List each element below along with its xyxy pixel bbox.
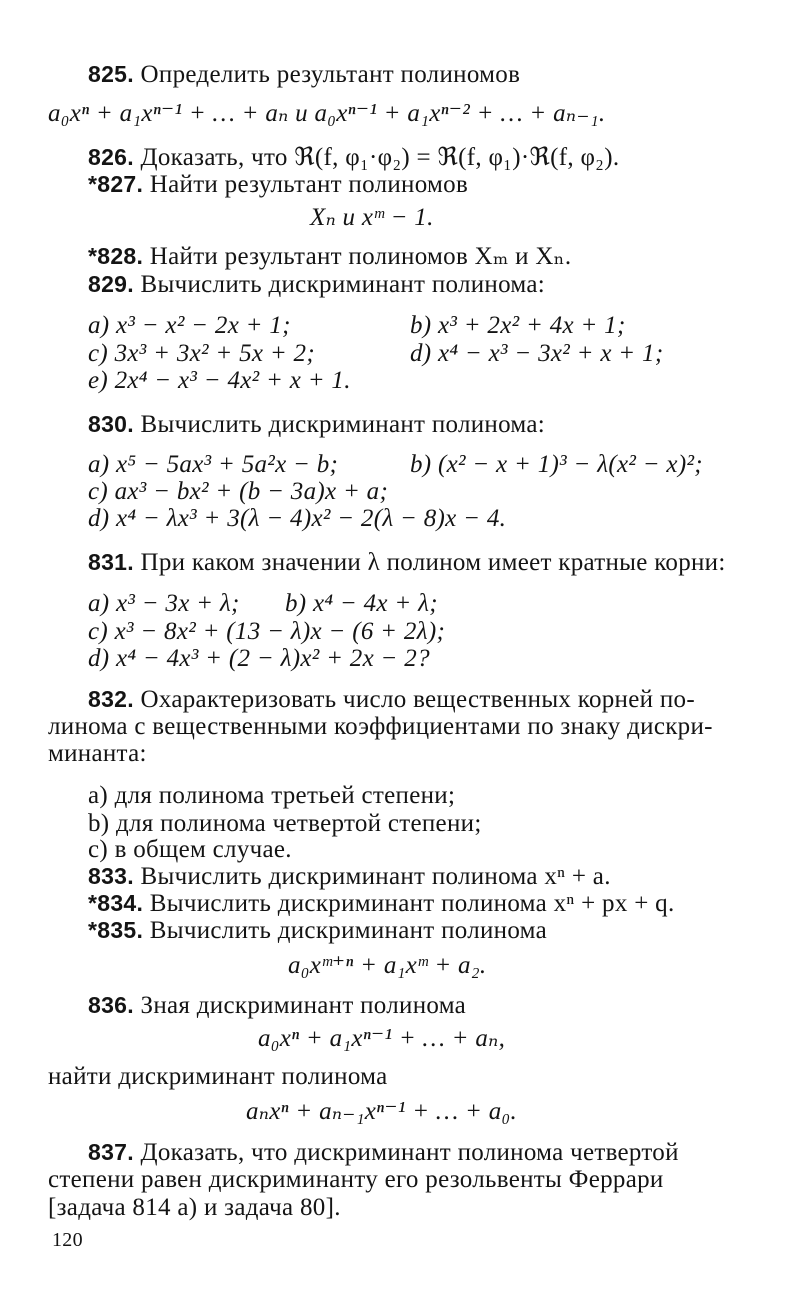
problem-836-formula-2: aₙxⁿ + aₙ₋₁xⁿ⁻¹ + … + a₀.	[246, 1098, 518, 1125]
problem-number: *834.	[88, 890, 144, 916]
problem-number: 831.	[88, 549, 134, 575]
problem-827-heading	[88, 170, 468, 199]
problem-835-heading	[88, 916, 547, 945]
problem-number: 832.	[88, 686, 134, 712]
problem-837-line-3: [задача 814 a) и задача 80].	[48, 1194, 341, 1221]
problem-number: 829.	[88, 271, 134, 297]
problem-text: Вычислить дискриминант полинома:	[140, 271, 546, 298]
problem-837-line-1	[88, 1138, 679, 1167]
list-item: a) для полинома третьей степени;	[88, 782, 456, 809]
list-item: c) ax³ − bx² + (b − 3a)x + a;	[88, 478, 389, 505]
problem-827-formula: Xₙ и xᵐ − 1.	[310, 204, 434, 231]
problem-837-line-2: степени равен дискриминанту его резольвенты Феррари	[48, 1166, 664, 1193]
problem-number: 830.	[88, 411, 134, 437]
problem-text: Найти результант полиномов Xₘ и Xₙ.	[149, 243, 572, 270]
list-item: b) (x² − x + 1)³ − λ(x² − x)²;	[410, 451, 703, 478]
problem-832-line-3: минанта:	[48, 740, 147, 767]
list-item: d) x⁴ − 4x³ + (2 − λ)x² + 2x − 2?	[88, 645, 430, 672]
list-item: c) в общем случае.	[88, 836, 292, 863]
list-item: a) x⁵ − 5ax³ + 5a²x − b;	[88, 451, 339, 478]
problem-number: 825.	[88, 61, 134, 87]
problem-number: *828.	[88, 243, 144, 269]
list-item: b) x⁴ − 4x + λ;	[285, 590, 438, 617]
problem-text: Вычислить дискриминант полинома xⁿ + a.	[140, 863, 611, 890]
list-item: b) для полинома четвертой степени;	[88, 810, 482, 837]
problem-text: Доказать, что ℜ(f, φ₁·φ₂) = ℜ(f, φ₁)·ℜ(f, φ₂).	[140, 144, 620, 171]
list-item: a) x³ − x² − 2x + 1;	[88, 312, 291, 339]
problem-number: 826.	[88, 144, 134, 170]
problem-number: *835.	[88, 917, 144, 943]
problem-832-line-1	[88, 685, 695, 714]
list-item: d) x⁴ − λx³ + 3(λ − 4)x² − 2(λ − 8)x − 4.	[88, 505, 507, 532]
list-item: c) x³ − 8x² + (13 − λ)x − (6 + 2λ);	[88, 618, 446, 645]
list-item: b) x³ + 2x² + 4x + 1;	[410, 312, 626, 339]
problem-831-heading	[88, 548, 726, 577]
problem-829-heading	[88, 270, 545, 299]
list-item: c) 3x³ + 3x² + 5x + 2;	[88, 340, 315, 367]
problem-836-formula-1: a₀xⁿ + a₁xⁿ⁻¹ + … + aₙ,	[258, 1025, 506, 1052]
problem-825-heading	[88, 60, 520, 89]
problem-text: Охарактеризовать число вещественных корней по-	[140, 686, 695, 713]
problem-text: Вычислить дискриминант полинома	[149, 917, 548, 944]
problem-text: Вычислить дискриминант полинома:	[140, 411, 546, 438]
problem-text: Найти результант полиномов	[149, 171, 469, 198]
list-item: a) x³ − 3x + λ;	[88, 590, 240, 617]
list-item: d) x⁴ − x³ − 3x² + x + 1;	[410, 340, 664, 367]
list-item: e) 2x⁴ − x³ − 4x² + x + 1.	[88, 367, 351, 394]
problem-text: Зная дискриминант полинома	[140, 992, 467, 1019]
problem-836-heading	[88, 991, 466, 1020]
problem-text: Определить результант полиномов	[140, 61, 521, 88]
problem-835-formula: a₀xᵐ⁺ⁿ + a₁xᵐ + a₂.	[288, 952, 487, 979]
problem-834	[88, 889, 675, 918]
problem-text: Доказать, что дискриминант полинома четвертой	[140, 1139, 679, 1166]
problem-836-line-2: найти дискриминант полинома	[48, 1063, 388, 1090]
problem-number: 833.	[88, 863, 134, 889]
problem-text: При каком значении λ полином имеет кратные корни:	[140, 549, 726, 576]
problem-number: *827.	[88, 171, 144, 197]
problem-833	[88, 862, 611, 891]
problem-text: Вычислить дискриминант полинома xⁿ + px + q.	[149, 890, 675, 917]
problem-number: 836.	[88, 992, 134, 1018]
page-number: 120	[52, 1229, 83, 1251]
problem-832-line-2: линома с вещественными коэффициентами по знаку дискри-	[48, 713, 713, 740]
problem-828	[88, 242, 571, 271]
problem-number: 837.	[88, 1139, 134, 1165]
problem-830-heading	[88, 410, 545, 439]
problem-825-formula: a₀xⁿ + a₁xⁿ⁻¹ + … + aₙ и a₀xⁿ⁻¹ + a₁xⁿ⁻² + … + aₙ₋₁.	[48, 100, 606, 127]
problem-826	[88, 143, 619, 172]
